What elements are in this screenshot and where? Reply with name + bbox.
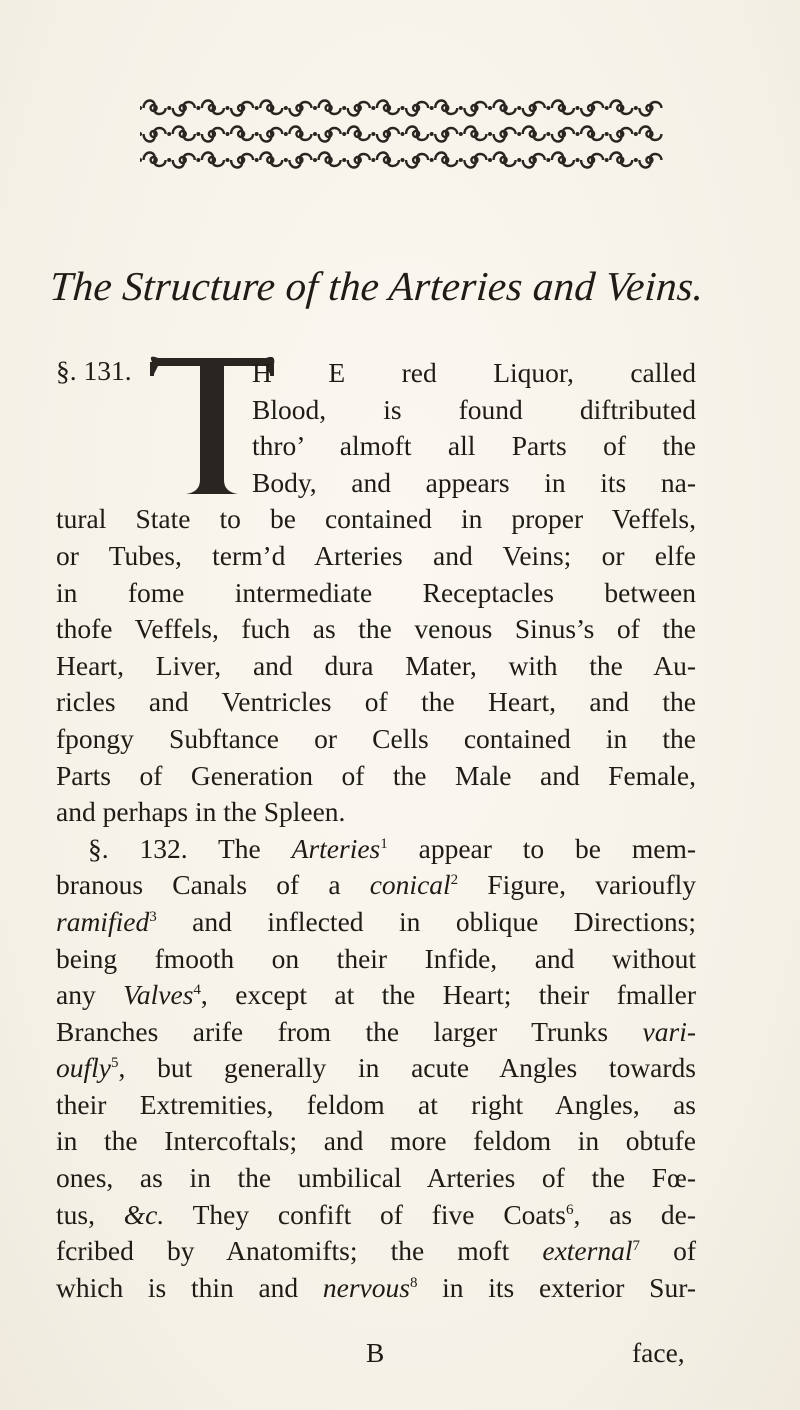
ornament-scroll [377,128,399,142]
text-run: They confift of five Coats [164,1198,566,1230]
text-line [56,904,696,941]
ornament-dot [371,132,375,136]
ornament-dot [576,132,580,136]
text-line: or Tubes, term’d Arteries and Veins; or elfe [56,539,696,571]
ornament-dot [634,106,638,110]
ornament-dot [284,132,288,136]
ornament-dot [167,132,171,136]
ornament-scroll [231,102,253,116]
text-line [56,977,696,1014]
text-run: which is thin and [56,1271,323,1303]
ornament-dot [488,106,492,110]
ornament-dot [546,106,550,110]
ornament-dot [140,132,142,136]
ornament-dot [167,106,171,110]
text-line [56,831,696,868]
ornament-dot [196,106,200,110]
ornament-dot [196,132,200,136]
ornament-scroll [289,102,311,116]
italic-term: ramified [56,905,150,937]
text-line [56,1270,696,1307]
text-run: any [56,979,124,1011]
ornament-dot [342,132,346,136]
text-run: Figure, varioufly [458,869,696,901]
text-line: tural State to be contained in proper Veffels, [56,503,696,535]
ornament-scroll [202,128,224,142]
ornament-scroll [552,153,574,167]
ornament-dot [401,106,405,110]
italic-term: nervous [322,1271,410,1303]
ornament-scroll [406,127,428,141]
ornament-scroll [144,101,166,115]
text-line [56,1197,696,1234]
text-line [56,867,696,904]
ornament-scroll [435,101,457,115]
ornament-dot [459,106,463,110]
text-line: in fome intermediate Receptacles between [56,576,696,608]
ornament-dot [226,158,230,162]
footnote-marker: 4 [193,982,201,999]
ornament-dot [634,158,638,162]
ornament-scroll [435,153,457,167]
footnote-marker: 8 [409,1274,418,1291]
ornament-scroll [173,154,195,168]
italic-term: vari- [642,1015,696,1047]
ornament-dot [517,158,521,162]
text-line: Parts of Generation of the Male and Female, [56,759,696,791]
text-run: appear to be mem- [387,832,697,864]
text-run: Branches arife from the larger Trunks [56,1015,643,1047]
ornament-scroll [610,128,632,142]
text-run: fcribed by Anatomifts; the moft [56,1235,543,1267]
ornament-dot [371,158,375,162]
text-line: Heart, Liver, and dura Mater, with the Au- [56,649,696,681]
ornament-scroll [231,127,253,141]
text-line: Blood, is found diftributed [252,393,696,425]
ornament-scroll [406,154,428,168]
ornament-scroll [581,127,603,141]
text-run: , as de- [573,1198,696,1230]
italic-term: external [542,1235,633,1267]
ornament-dot [488,158,492,162]
ornament-scroll [260,101,282,115]
ornament-dot [196,158,200,162]
ornament-scroll [435,128,457,142]
catchword: face, [632,1337,685,1368]
ornament-scroll [173,127,195,141]
ornamental-headpiece [140,95,665,173]
ornament-dot [576,158,580,162]
ornament-scroll [319,128,341,142]
ornament-dot [313,106,317,110]
ornament-dot [488,132,492,136]
footnote-marker: 2 [450,872,459,889]
ornament-dot [459,158,463,162]
text-run: tus, [56,1198,124,1230]
ornament-scroll [523,154,545,168]
ornament-scroll [260,128,282,142]
ornament-dot [546,158,550,162]
ornament-scroll [494,101,516,115]
ornament-scroll [552,101,574,115]
ornament-scroll [639,127,661,141]
text-line: and perhaps in the Spleen. [56,796,346,828]
ornament-scroll [464,154,486,168]
ornament-scroll [173,102,195,116]
italic-term: Arteries [291,832,381,864]
ornament-scroll [639,154,661,168]
ornament-dot [140,106,142,110]
ornament-dot [313,132,317,136]
ornament-dot [313,158,317,162]
ornament-dot [255,132,259,136]
ornament-scroll [464,102,486,116]
ornament-dot [140,158,142,162]
ornament-dot [634,132,638,136]
ornament-scroll [581,154,603,168]
text-line: Body, and appears in its na- [252,466,696,498]
ornament-scroll [231,154,253,168]
ornament-dot [342,106,346,110]
ornament-dot [605,106,609,110]
text-run: of [639,1235,696,1267]
text-run: , except at the Heart; their fmaller [200,979,697,1011]
text-run: in its exterior Sur- [417,1271,696,1303]
signature-mark: B [366,1337,385,1368]
text-run: , but generally in acute Angles towards [118,1052,696,1084]
italic-term: oufly [56,1052,111,1084]
text-line: their Extremities, feldom at right Angles, as [56,1088,696,1120]
italic-term: &c. [123,1198,165,1230]
text-line [56,1050,696,1087]
ornament-scroll [202,153,224,167]
ornament-dot [517,132,521,136]
footnote-marker: 7 [632,1238,640,1255]
ornament-dot [284,106,288,110]
ornament-scroll [144,153,166,167]
ornament-dot [605,132,609,136]
ornament-scroll [377,101,399,115]
ornament-scroll [348,154,370,168]
footnote-marker: 1 [380,835,388,852]
text-line: thofe Veffels, fuch as the venous Sinus’s of the [56,613,696,645]
footnote-marker: 6 [565,1201,574,1218]
italic-term: Valves [123,979,194,1011]
footnote-marker: 3 [149,908,157,925]
text-run: and inflected in oblique Directions; [156,905,696,937]
ornament-dot [605,158,609,162]
ornament-dot [546,132,550,136]
ornament-scroll [610,101,632,115]
ornament-scroll [639,102,661,116]
ornament-scroll [348,102,370,116]
text-run: branous Canals of a [56,869,370,901]
text-line: ricles and Ventricles of the Heart, and the [56,686,696,718]
text-line [56,1014,696,1051]
ornament-scroll [319,153,341,167]
ornament-scroll [552,128,574,142]
body-text [56,355,696,1306]
ornament-dot [371,106,375,110]
ornament-dot [517,106,521,110]
text-line: in the Intercoftals; and more feldom in obtufe [56,1125,696,1157]
ornament-scroll [202,101,224,115]
ornament-dot [576,106,580,110]
ornament-scroll [348,127,370,141]
text-line: being fmooth on their Infide, and without [56,942,696,974]
ornament-scroll [289,154,311,168]
text-line: fpongy Subftance or Cells contained in the [56,722,696,754]
ornament-scroll [319,101,341,115]
ornament-scroll [377,153,399,167]
ornament-scroll [144,128,166,142]
ornament-scroll [260,153,282,167]
ornament-dot [167,158,171,162]
text-line [56,1233,696,1270]
ornament-scroll [494,153,516,167]
section-label-131: §. 131. [56,355,132,386]
text-line: thro’ almoft all Parts of the [252,430,696,462]
ornament-scroll [610,153,632,167]
ornament-dot [430,106,434,110]
ornament-scroll [494,128,516,142]
footnote-marker: 5 [111,1055,119,1072]
ornament-dot [342,158,346,162]
ornament-dot [401,158,405,162]
ornament-dot [401,132,405,136]
ornament-scroll [406,102,428,116]
ornament-scroll [523,127,545,141]
ornament-scroll [464,127,486,141]
ornament-dot [255,106,259,110]
italic-term: conical [369,869,451,901]
text-run: §. 132. The [88,832,292,864]
ornament-scroll [581,102,603,116]
ornament-dot [284,158,288,162]
ornament-scroll [289,127,311,141]
ornament-dot [226,106,230,110]
ornament-scroll [523,102,545,116]
ornament-dot [430,132,434,136]
text-line: ones, as in the umbilical Arteries of the Fœ- [56,1162,696,1194]
ornament-dot [226,132,230,136]
chapter-title: The Structure of the Arteries and Veins. [48,263,706,309]
ornament-dot [459,132,463,136]
ornament-dot [430,158,434,162]
ornament-dot [255,158,259,162]
text-line: H E red Liquor, called [252,357,696,388]
